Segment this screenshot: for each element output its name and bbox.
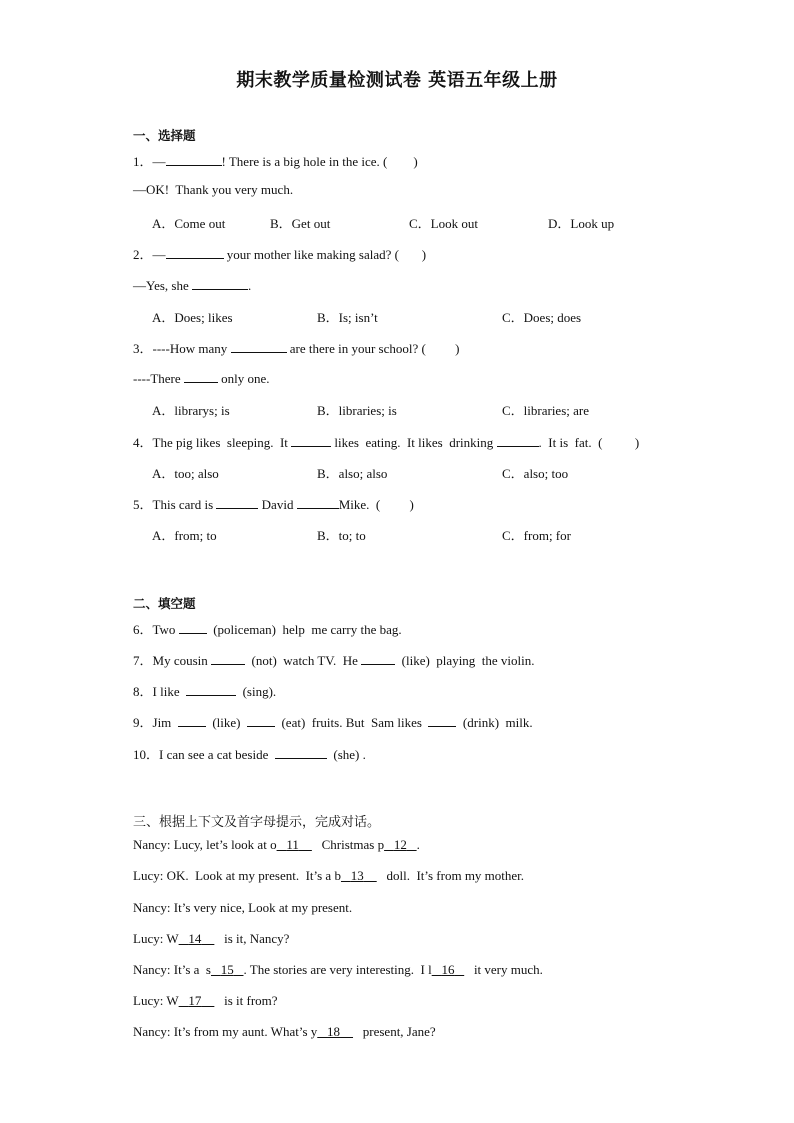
option-b[interactable]: B．to; to (317, 528, 366, 543)
option-a[interactable]: A．from; to (152, 528, 217, 543)
option-b[interactable]: B．Is; isn’t (317, 310, 378, 325)
question-2: 2．— your mother like making salad? ( ) (133, 247, 427, 262)
section-heading-dialog: 三、根据上下文及首字母提示，完成对话。 (133, 815, 381, 830)
numbered-blank[interactable]: 14 (188, 931, 202, 946)
answer-blank[interactable] (428, 713, 456, 727)
option-d[interactable]: D．Look up (548, 216, 615, 231)
question-2-response: —Yes, she . (133, 278, 252, 293)
question-5-options (152, 525, 752, 543)
answer-blank[interactable] (497, 433, 539, 447)
answer-blank[interactable] (247, 713, 275, 727)
numbered-blank[interactable]: 12 (393, 837, 407, 852)
option-a[interactable]: A．Does; likes (152, 310, 233, 325)
answer-blank[interactable] (211, 651, 245, 665)
option-c[interactable]: C．from; for (502, 528, 571, 543)
question-4-options (152, 463, 752, 481)
dialog-line-6: Lucy: W 17 is it from? (133, 993, 278, 1008)
dialog-line-2: Lucy: OK. Look at my present. It’s a b 13 doll. It’s from my mother. (133, 868, 525, 883)
numbered-blank[interactable]: 18 (327, 1024, 341, 1039)
question-7: 7．My cousin (not) watch TV. He (like) playing the violin. (133, 653, 535, 668)
answer-blank[interactable] (186, 682, 236, 696)
dialog-line-3: Nancy: It’s very nice, Look at my present. (133, 900, 353, 915)
question-10: 10．I can see a cat beside (she) . (133, 747, 366, 762)
option-c[interactable]: C．Does; does (502, 310, 582, 325)
question-1: 1．— ! There is a big hole in the ice. ( ) (133, 154, 418, 169)
question-1-response: —OK! Thank you very much. (133, 182, 294, 197)
answer-blank[interactable] (216, 495, 258, 509)
answer-blank[interactable] (178, 713, 206, 727)
page-title: 期末教学质量检测试卷 英语五年级上册 (236, 70, 558, 91)
numbered-blank[interactable]: 13 (350, 868, 364, 883)
answer-blank[interactable] (179, 620, 207, 634)
question-9: 9．Jim (like) (eat) fruits. But Sam likes (drink) milk. (133, 715, 533, 730)
option-c[interactable]: C．also; too (502, 466, 569, 481)
answer-blank[interactable] (275, 745, 327, 759)
question-5: 5．This card is David Mike. ( ) (133, 497, 414, 512)
answer-blank[interactable] (231, 339, 287, 353)
question-3-options (152, 400, 752, 418)
option-b[interactable]: B．also; also (317, 466, 388, 481)
answer-blank[interactable] (192, 276, 248, 290)
question-6: 6．Two (policeman) help me carry the bag. (133, 622, 402, 637)
option-c[interactable]: C．libraries; are (502, 403, 589, 418)
option-b[interactable]: B．libraries; is (317, 403, 397, 418)
option-a[interactable]: A．librarys; is (152, 403, 230, 418)
question-2-options (152, 307, 752, 325)
question-1-options (152, 213, 752, 231)
question-3-response: ----There only one. (133, 371, 270, 386)
dialog-line-7: Nancy: It’s from my aunt. What’s y 18 present, Jane? (133, 1024, 436, 1039)
answer-blank[interactable] (297, 495, 339, 509)
option-a[interactable]: A．too; also (152, 466, 219, 481)
dialog-line-1: Nancy: Lucy, let’s look at o 11 Christmas p 12 . (133, 837, 420, 852)
answer-blank[interactable] (291, 433, 331, 447)
numbered-blank[interactable]: 15 (220, 962, 234, 977)
dialog-line-4: Lucy: W 14 is it, Nancy? (133, 931, 290, 946)
numbered-blank[interactable]: 11 (286, 837, 299, 852)
numbered-blank[interactable]: 17 (188, 993, 202, 1008)
numbered-blank[interactable]: 16 (441, 962, 455, 977)
question-4: 4．The pig likes sleeping. It likes eating. It likes drinking . It is fat. ( ) (133, 435, 640, 450)
answer-blank[interactable] (166, 152, 222, 166)
section-heading-fill: 二、填空题 (133, 596, 196, 611)
option-a[interactable]: A．Come out (152, 216, 226, 231)
option-c[interactable]: C．Look out (409, 216, 478, 231)
option-b[interactable]: B．Get out (270, 216, 331, 231)
answer-blank[interactable] (166, 245, 224, 259)
question-3: 3．----How many are there in your school? ( ) (133, 341, 460, 356)
question-8: 8．I like (sing). (133, 684, 277, 699)
answer-blank[interactable] (361, 651, 395, 665)
section-heading-choice: 一、选择题 (133, 128, 196, 143)
answer-blank[interactable] (184, 369, 218, 383)
dialog-line-5: Nancy: It’s a s 15 . The stories are very interesting. I l 16 it very much. (133, 962, 543, 977)
